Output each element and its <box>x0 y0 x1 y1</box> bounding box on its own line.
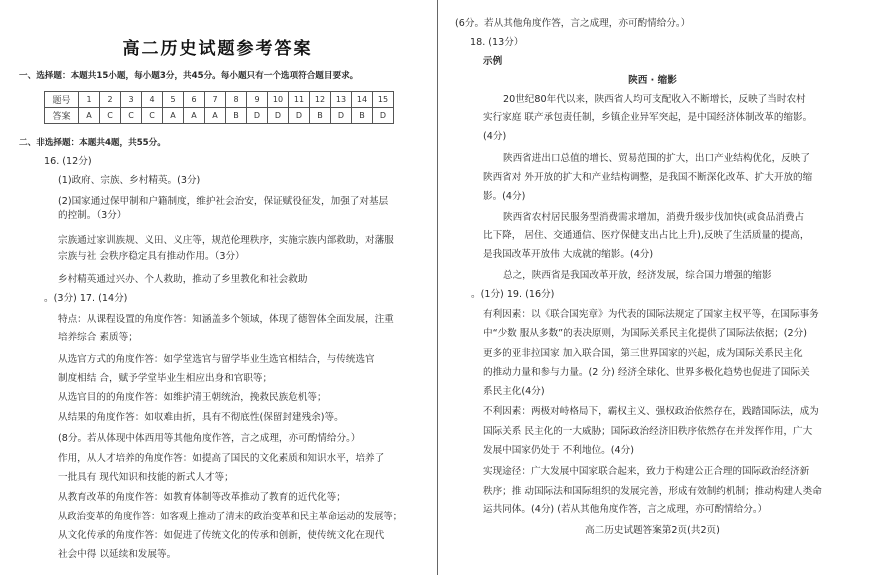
right-page <box>435 0 870 575</box>
answer-line: 乡村精英通过兴办、个人救助，推动了乡里教化和社会救助 <box>58 274 308 285</box>
answer-line: 陕西省农村居民服务型消费需求增加，消费升级步伐加快(或食品消费占 <box>503 212 805 223</box>
answer-line: 运共同体。(4分) (若从其他角度作答，言之成理，亦可酌情给分。） <box>483 504 768 515</box>
answer-line: 系民主化(4分) <box>483 386 545 397</box>
answer-line: 比下降， 居住、交通通信、医疗保健支出占比上升),反映了生活质量的提高， <box>483 230 810 241</box>
answer-line: 中“少数 服从多数”的表决原则，为国际关系民主化提供了国际法依据；(2分) <box>483 328 807 339</box>
answer-line: 的控制。（3分） <box>58 210 127 221</box>
question-number: 6 <box>184 92 205 108</box>
question-number: 12 <box>310 92 331 108</box>
example-label: 示例 <box>483 56 503 67</box>
answer-line: 从结果的角度作答：如収难由折，具有不彻底性(保留封建残余)等。 <box>58 412 344 423</box>
question-number: 3 <box>121 92 142 108</box>
answer-cell: B <box>310 108 331 124</box>
answer-line: 从政治变革的角度作答：如客观上推动了清末的政治变革和民主革命运动的发展等； <box>58 511 402 522</box>
answer-cell: D <box>247 108 268 124</box>
answer-line: (6分。若从其他角度作答，言之成理，亦可酌情给分。） <box>455 18 691 29</box>
answer-line: 影。(4分) <box>483 191 526 202</box>
answer-line: 不利因素：两极对峙格局下，霸权主义、强权政治依然存在，践踏国际法，成为 <box>483 406 819 417</box>
answer-line: 实现途径：广大发展中国家联合起来，致力于构建公正合理的国际政治经济新 <box>483 466 810 477</box>
question-number: 1 <box>79 92 100 108</box>
answer-line: 20世纪80年代以来，陕西省人均可支配收入不断增长，反映了当时农村 <box>503 94 806 105</box>
answer-line: 秩序；推 动国际法和国际组织的发展完善，形成有效制约机制；推动构建人类命 <box>483 486 822 497</box>
answer-line: (4分) <box>483 131 507 142</box>
answer-cell: B <box>352 108 373 124</box>
question-17-heading: 。(3分) 17. (14分) <box>44 293 128 304</box>
table-row <box>45 108 394 124</box>
answer-cell: C <box>142 108 163 124</box>
question-number: 10 <box>268 92 289 108</box>
answer-cell: D <box>268 108 289 124</box>
answer-line: 宗族与社 会秩序稳定具有推动作用。（3分） <box>58 251 245 262</box>
answer-line: 培养综合 素质等； <box>58 332 138 343</box>
answer-line: (8分。若从体现中体西用等其他角度作答，言之成理，亦可酌情给分。） <box>58 433 361 444</box>
answer-line: (2)国家通过保甲制和户籍制度，维护社会治安，保证赋役征发，加强了对基层 <box>58 196 389 207</box>
answer-cell: B <box>226 108 247 124</box>
question-number: 4 <box>142 92 163 108</box>
question-number: 2 <box>100 92 121 108</box>
answer-line: 实行家庭 联产承包责任制，乡镇企业异军突起，是中国经济体制改革的缩影。 <box>483 112 813 123</box>
answer-line: 社会中得 以延续和发展等。 <box>58 549 177 560</box>
answer-line: 陕西省进出口总值的增长、贸易范围的扩大，出口产业结构优化，反映了 <box>503 153 810 164</box>
table-header-cell: 答案 <box>45 108 79 124</box>
answer-line: 从选官目的的角度作答：如维护清王朝统治，挽救民族危机等； <box>58 392 327 403</box>
page-footer: 高二历史试题答案第2页(共2页) <box>585 525 720 536</box>
answer-line: 更多的亚非拉国家 加入联合国，第三世界国家的兴起，成为国际关系民主化 <box>483 348 803 359</box>
example-title: 陕西 · 缩影 <box>628 75 677 86</box>
answer-line: 制度相结 合，赋予学堂毕业生相应出身和官职等； <box>58 373 273 384</box>
answer-line: 宗族通过家训族规、义田、义庄等，规范伦理秩序，实施宗族内部救助，对藩服 <box>58 235 394 246</box>
question-number: 7 <box>205 92 226 108</box>
answer-cell: D <box>289 108 310 124</box>
question-number: 5 <box>163 92 184 108</box>
answer-line: 从选官方式的角度作答：如学堂选官与留学毕业生选官相结合，与传统选官 <box>58 354 375 365</box>
answer-line: 特点：从课程设置的角度作答：知涵盖多个领域，体现了德智体全面发展，注重 <box>58 314 394 325</box>
answer-table <box>44 91 394 124</box>
answer-line: 陕西省对 外开放的扩大和产业结构调整，是我国不断深化改革、扩大开放的缩 <box>483 172 813 183</box>
question-number: 8 <box>226 92 247 108</box>
answer-cell: A <box>79 108 100 124</box>
answer-cell: D <box>331 108 352 124</box>
question-16-heading: 16. (12分) <box>44 156 92 167</box>
question-number: 11 <box>289 92 310 108</box>
answer-cell: A <box>184 108 205 124</box>
answer-line: 一批具有 现代知识和技能的新式人才等； <box>58 472 234 483</box>
answer-line: 从教育改革的角度作答：如教育体制等改革推动了教育的近代化等； <box>58 492 346 503</box>
answer-cell: A <box>163 108 184 124</box>
answer-cell: C <box>100 108 121 124</box>
page-title: 高二历史试题参考答案 <box>122 39 313 59</box>
section1-heading: 一、选择题：本题共15小题，每小题3分，共45分。每小题只有一个选项符合题目要求。 <box>19 71 359 81</box>
answer-line: 的推动力量和参与力量。(2 分) 经济全球化、世界多极化趋势也促进了国际关 <box>483 367 810 378</box>
answer-line: 是我国改革开放伟 大成就的缩影。(4分) <box>483 249 654 260</box>
question-number: 13 <box>331 92 352 108</box>
answer-cell: C <box>121 108 142 124</box>
answer-line: 总之，陕西省是我国改革开放，经济发展，综合国力增强的缩影 <box>503 270 772 281</box>
section2-heading: 二、非选择题：本题共4题，共55分。 <box>19 138 166 148</box>
answer-line: 发展中国家仍处于 不利地位。(4分) <box>483 445 634 456</box>
answer-cell: D <box>373 108 394 124</box>
answer-line: 有利因素：以《联合国宪章》为代表的国际法规定了国家主权平等，在国际事务 <box>483 309 819 320</box>
question-18-heading: 18. (13分） <box>470 37 524 48</box>
question-19-heading: 。(1分) 19. (16分) <box>471 289 555 300</box>
answer-line: 国际关系 民主化的一大威胁；国际政治经济旧秩序依然存在并发挥作用，广大 <box>483 426 813 437</box>
answer-line: 从文化传承的角度作答：如促进了传统文化的传承和创新，使传统文化在现代 <box>58 530 385 541</box>
question-number: 15 <box>373 92 394 108</box>
question-number: 14 <box>352 92 373 108</box>
table-row <box>45 92 394 108</box>
table-header-cell: 题号 <box>45 92 79 108</box>
question-number: 9 <box>247 92 268 108</box>
answer-line: 作用，从人才培养的角度作答：如提高了国民的文化素质和知识水平，培养了 <box>58 453 385 464</box>
answer-line: (1)政府、宗族、乡村精英。(3分) <box>58 175 201 186</box>
answer-cell: A <box>205 108 226 124</box>
